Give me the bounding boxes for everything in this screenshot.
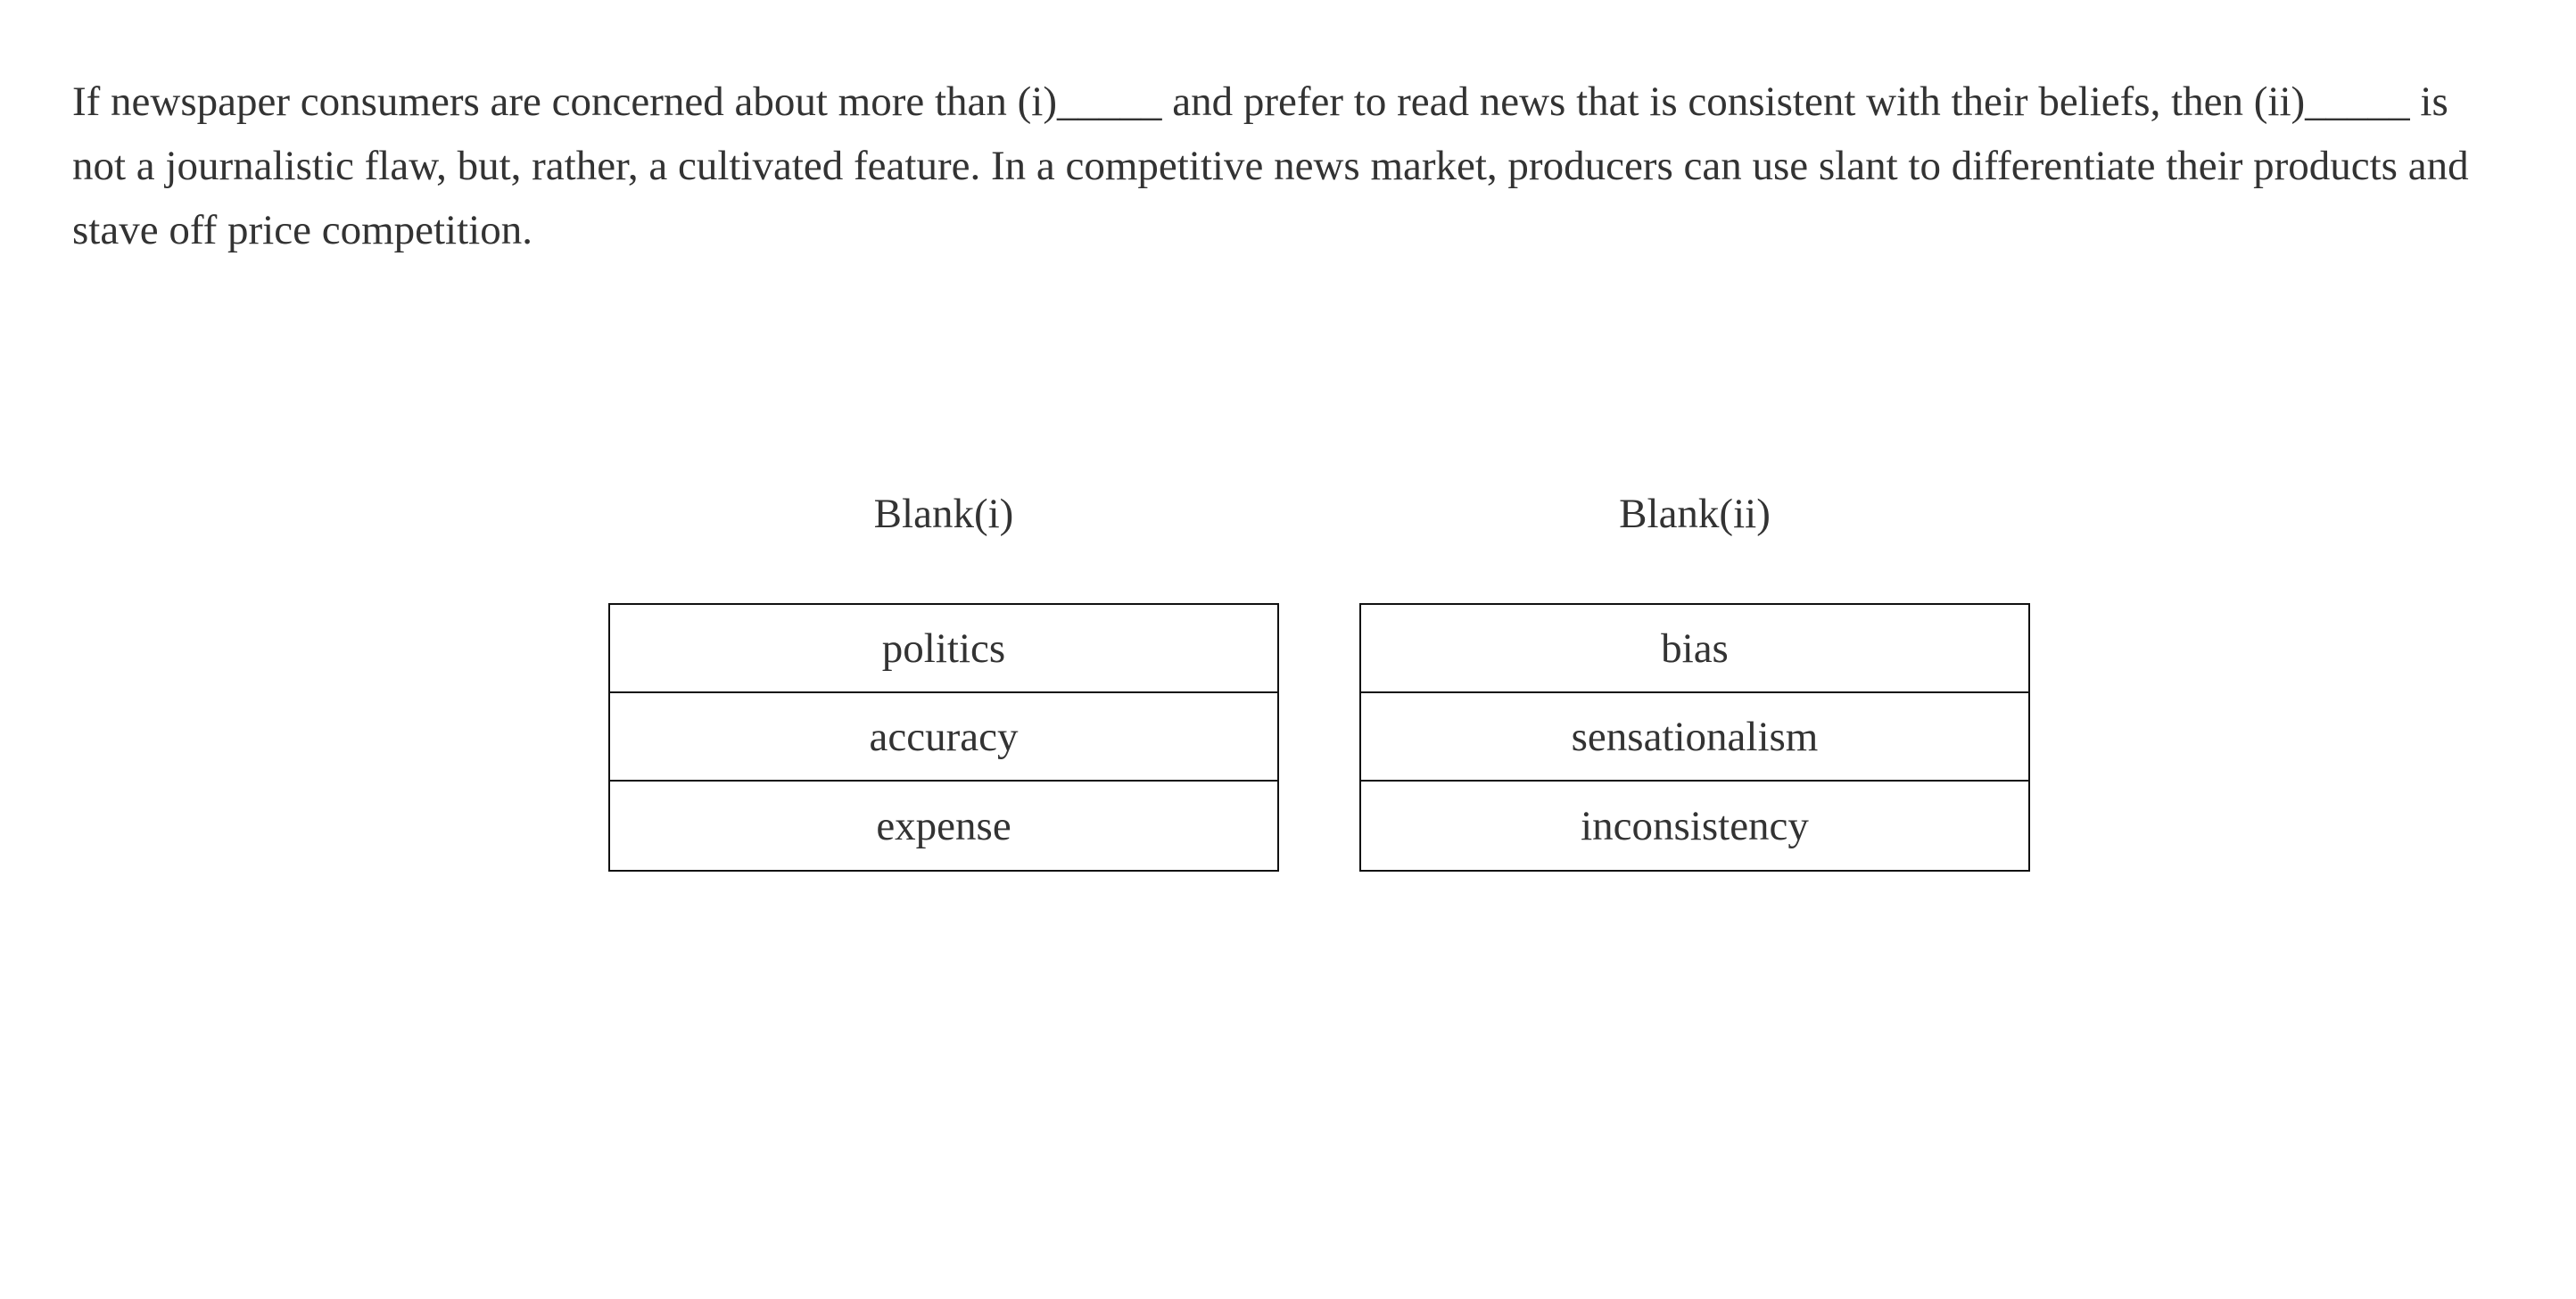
- question-passage: If newspaper consumers are concerned about more than (i)_____ and prefer to read news that is consistent with their beliefs, then (ii)_____ is not a journalistic flaw, but, rather, a cultivated feature. In a competitive news market, producers can use slant to differentiate their products and stave off price competition.: [72, 79, 2469, 253]
- blank-ii-label: Blank(ii): [1619, 491, 1771, 537]
- blank-i-option-politics[interactable]: politics: [610, 605, 1277, 693]
- blank-i-option-expense[interactable]: expense: [610, 782, 1277, 870]
- blank-ii-option-inconsistency[interactable]: inconsistency: [1361, 782, 2028, 870]
- blank-i-choices: [608, 603, 1279, 872]
- blank-ii-choices: [1359, 603, 2030, 872]
- blank-i-option-accuracy[interactable]: accuracy: [610, 693, 1277, 782]
- blank-i-label: Blank(i): [873, 491, 1014, 537]
- blank-ii-column: [1359, 482, 2030, 872]
- answer-choices: [608, 482, 2030, 872]
- blank-ii-option-sensationalism[interactable]: sensationalism: [1361, 693, 2028, 782]
- blank-i-column: [608, 482, 1279, 872]
- blank-ii-option-bias[interactable]: bias: [1361, 605, 2028, 693]
